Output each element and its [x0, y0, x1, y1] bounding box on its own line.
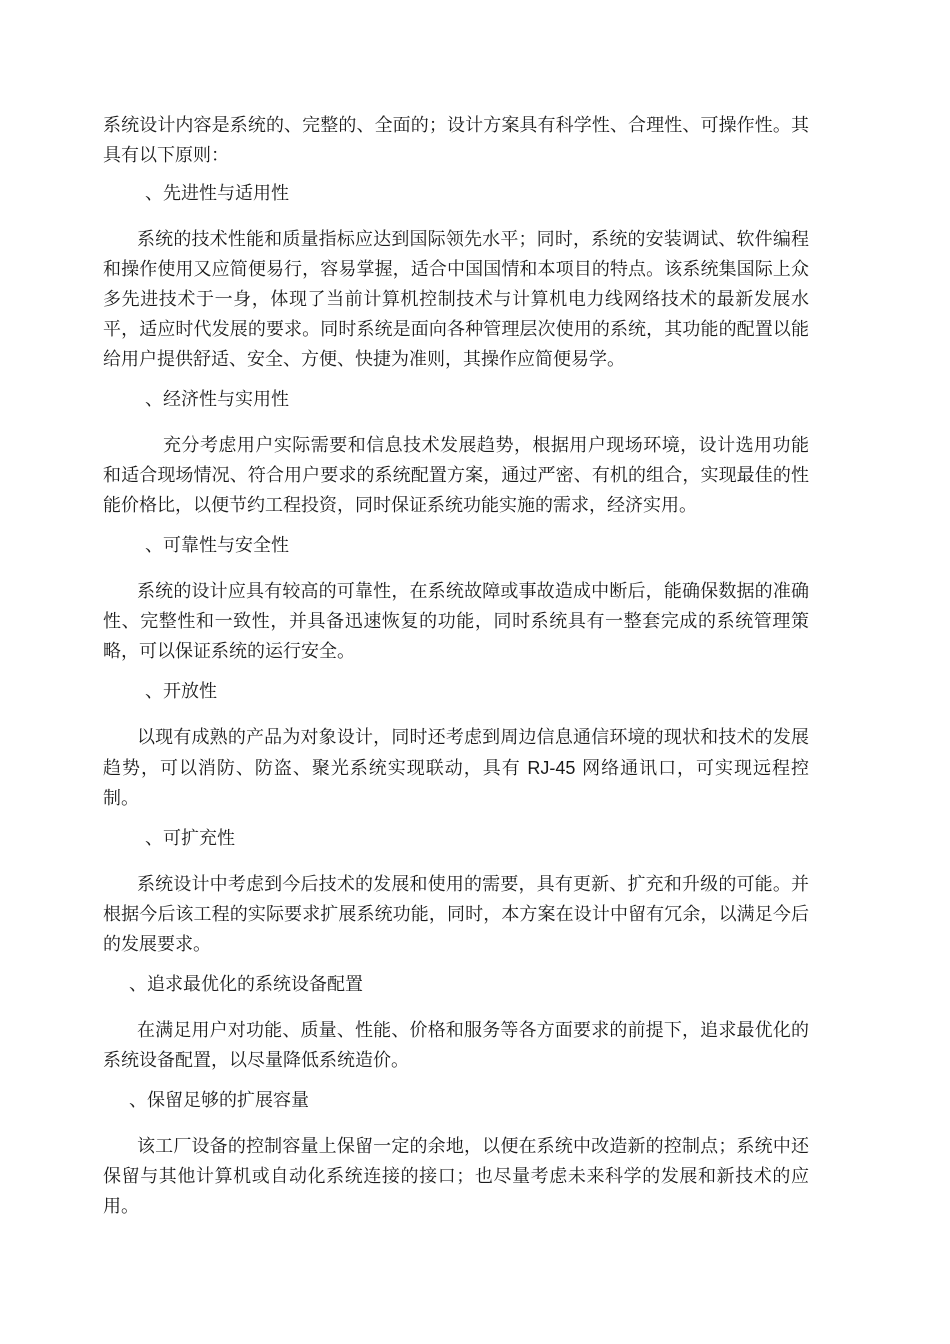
section-heading-openness: 、开放性 — [145, 681, 217, 702]
section-body-reliability: 系统的设计应具有较高的可靠性，在系统故障或事故造成中断后，能确保数据的准确性、完整性和一致性，并具备迅速恢复的功能，同时系统具有一整套完成的系统管理策略，可以保证系统的运行安全。 — [103, 581, 809, 662]
section-body-optimal-config: 在满足用户对功能、质量、性能、价格和服务等各方面要求的前提下，追求最优化的系统设备配置，以尽量降低系统造价。 — [103, 1020, 809, 1071]
section-body-advanced: 系统的技术性能和质量指标应达到国际领先水平；同时，系统的安装调试、软件编程和操作使用又应简便易行，容易掌握，适合中国国情和本项目的特点。该系统集国际上众多先进技术于一身，体现了当前计算机控制技术与计算机电力线网络技术的最新发展水平，适应时代发展的要求。同时系统是面向各种管理层次使用的系统，其功能的配置以能给用户提供舒适、安全、方便、快捷为准则，其操作应简便易学。 — [103, 229, 809, 370]
section-body-expandability: 系统设计中考虑到今后技术的发展和使用的需要，具有更新、扩充和升级的可能。并根据今后该工程的实际要求扩展系统功能，同时，本方案在设计中留有冗余，以满足今后的发展要求。 — [103, 874, 809, 955]
section-heading-advanced: 、先进性与适用性 — [145, 183, 289, 204]
section-heading-capacity: 、保留足够的扩展容量 — [129, 1090, 309, 1111]
document-body — [103, 111, 809, 1232]
section-body-capacity: 该工厂设备的控制容量上保留一定的余地，以便在系统中改造新的控制点；系统中还保留与其他计算机或自动化系统连接的接口；也尽量考虑未来科学的发展和新技术的应用。 — [103, 1136, 809, 1217]
section-body-economy: 充分考虑用户实际需要和信息技术发展趋势，根据用户现场环境，设计选用功能和适合现场情况、符合用户要求的系统配置方案，通过严密、有机的组合，实现最佳的性能价格比，以便节约工程投资，同时保证系统功能实施的需求，经济实用。 — [103, 435, 809, 516]
openness-text-after: 网络通讯口，可实现远程控制。 — [103, 758, 809, 809]
section-heading-economy: 、经济性与实用性 — [145, 389, 289, 410]
section-heading-reliability: 、可靠性与安全性 — [145, 535, 289, 556]
section-body-openness — [103, 723, 809, 814]
intro-paragraph: 系统设计内容是系统的、完整的、全面的；设计方案具有科学性、合理性、可操作性。其具有以下原则： — [103, 115, 809, 166]
section-heading-optimal-config: 、追求最优化的系统设备配置 — [129, 974, 363, 995]
rj45-port-label: RJ-45 — [527, 758, 576, 778]
openness-text-before: 以现有成熟的产品为对象设计，同时还考虑到周边信息通信环境的现状和技术的发展趋势，可以消防、防盗、聚光系统实现联动，具有 — [103, 727, 809, 779]
section-heading-expandability: 、可扩充性 — [145, 828, 235, 849]
